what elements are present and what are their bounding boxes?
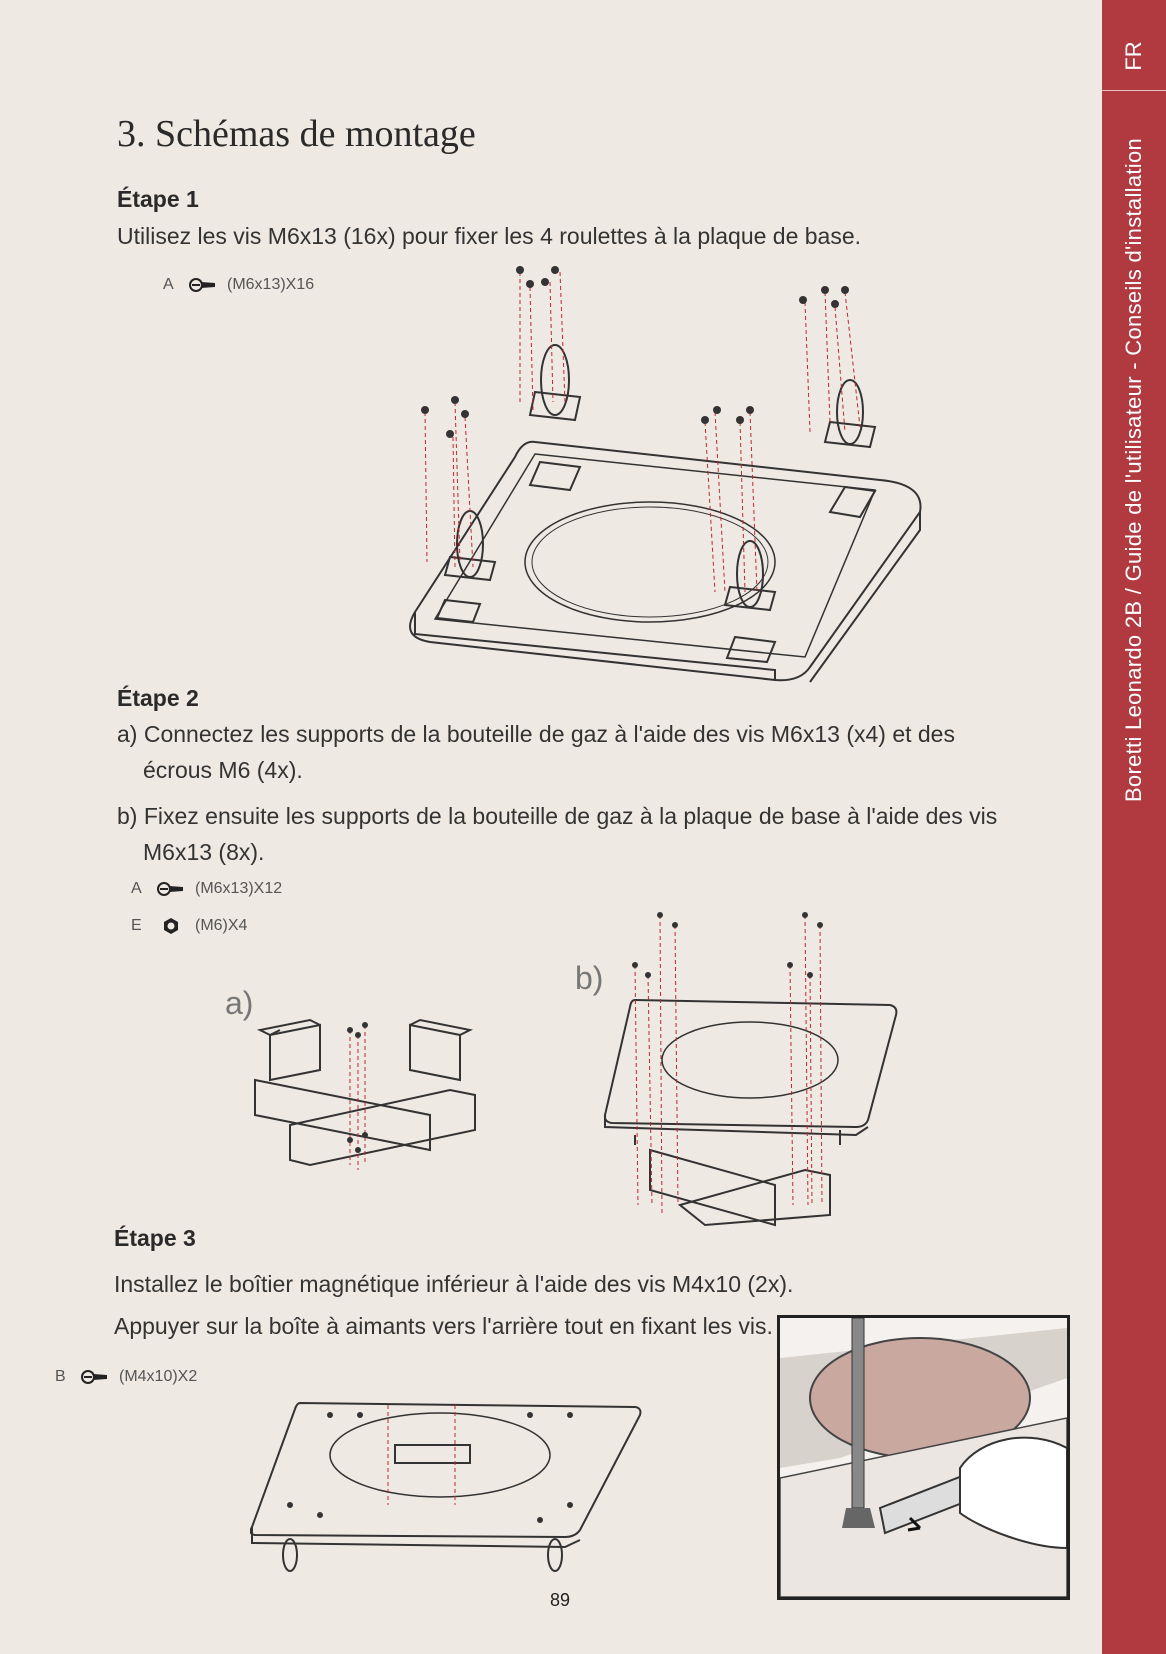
document-title: Boretti Leonardo 2B / Guide de l'utilisateur - Conseils d'installation <box>1121 137 1146 803</box>
legend-key: E <box>131 917 142 934</box>
step1-diagram <box>405 262 935 687</box>
nut-icon <box>157 917 185 935</box>
step1-text: Utilisez les vis M6x13 (16x) pour fixer les 4 roulettes à la plaque de base. <box>117 223 862 249</box>
sidebar <box>1102 0 1166 1654</box>
legend-text: (M6x13)X12 <box>195 880 283 897</box>
section-title: 3. Schémas de montage <box>117 113 476 155</box>
step2-legend-nut <box>131 917 247 935</box>
step3-text-2: Appuyer sur la boîte à aimants vers l'arrière tout en fixant les vis. <box>114 1313 773 1339</box>
step1-legend <box>163 276 314 294</box>
language-tab <box>1102 0 1166 91</box>
legend-text: (M4x10)X2 <box>119 1368 198 1385</box>
figure-label-a: a) <box>225 985 254 1021</box>
legend-text: (M6)X4 <box>195 917 248 934</box>
screw-icon <box>157 881 185 897</box>
page-number: 89 <box>549 1590 571 1610</box>
step3-legend <box>55 1368 197 1386</box>
legend-key: A <box>163 276 174 293</box>
step2a-diagram <box>250 1015 480 1175</box>
screw-icon <box>81 1369 109 1385</box>
language-label: FR <box>1121 41 1146 71</box>
step3-photo <box>777 1315 1070 1600</box>
step2-text-b: b) Fixez ensuite les supports de la bouteille de gaz à la plaque de base à l'aide des vis M6x13 (8x). <box>117 803 998 865</box>
step2b-diagram <box>600 905 900 1230</box>
legend-text: (M6x13)X16 <box>227 276 315 293</box>
step3-diagram <box>250 1395 645 1575</box>
screw-icon <box>189 277 217 293</box>
step3-text-1: Installez le boîtier magnétique inférieur à l'aide des vis M4x10 (2x). <box>114 1271 794 1297</box>
step1-title: Étape 1 <box>117 186 199 212</box>
step3-title: Étape 3 <box>114 1225 196 1251</box>
step2-legend-screw <box>131 880 282 898</box>
figure-label-b: b) <box>575 960 604 996</box>
installation-photo-illustration <box>780 1318 1067 1597</box>
legend-key: B <box>55 1368 66 1385</box>
step2-title: Étape 2 <box>117 685 199 711</box>
legend-key: A <box>131 880 142 897</box>
step2-text-a: a) Connectez les supports de la bouteille de gaz à l'aide des vis M6x13 (x4) et des écrous M6 (4x). <box>117 721 955 783</box>
